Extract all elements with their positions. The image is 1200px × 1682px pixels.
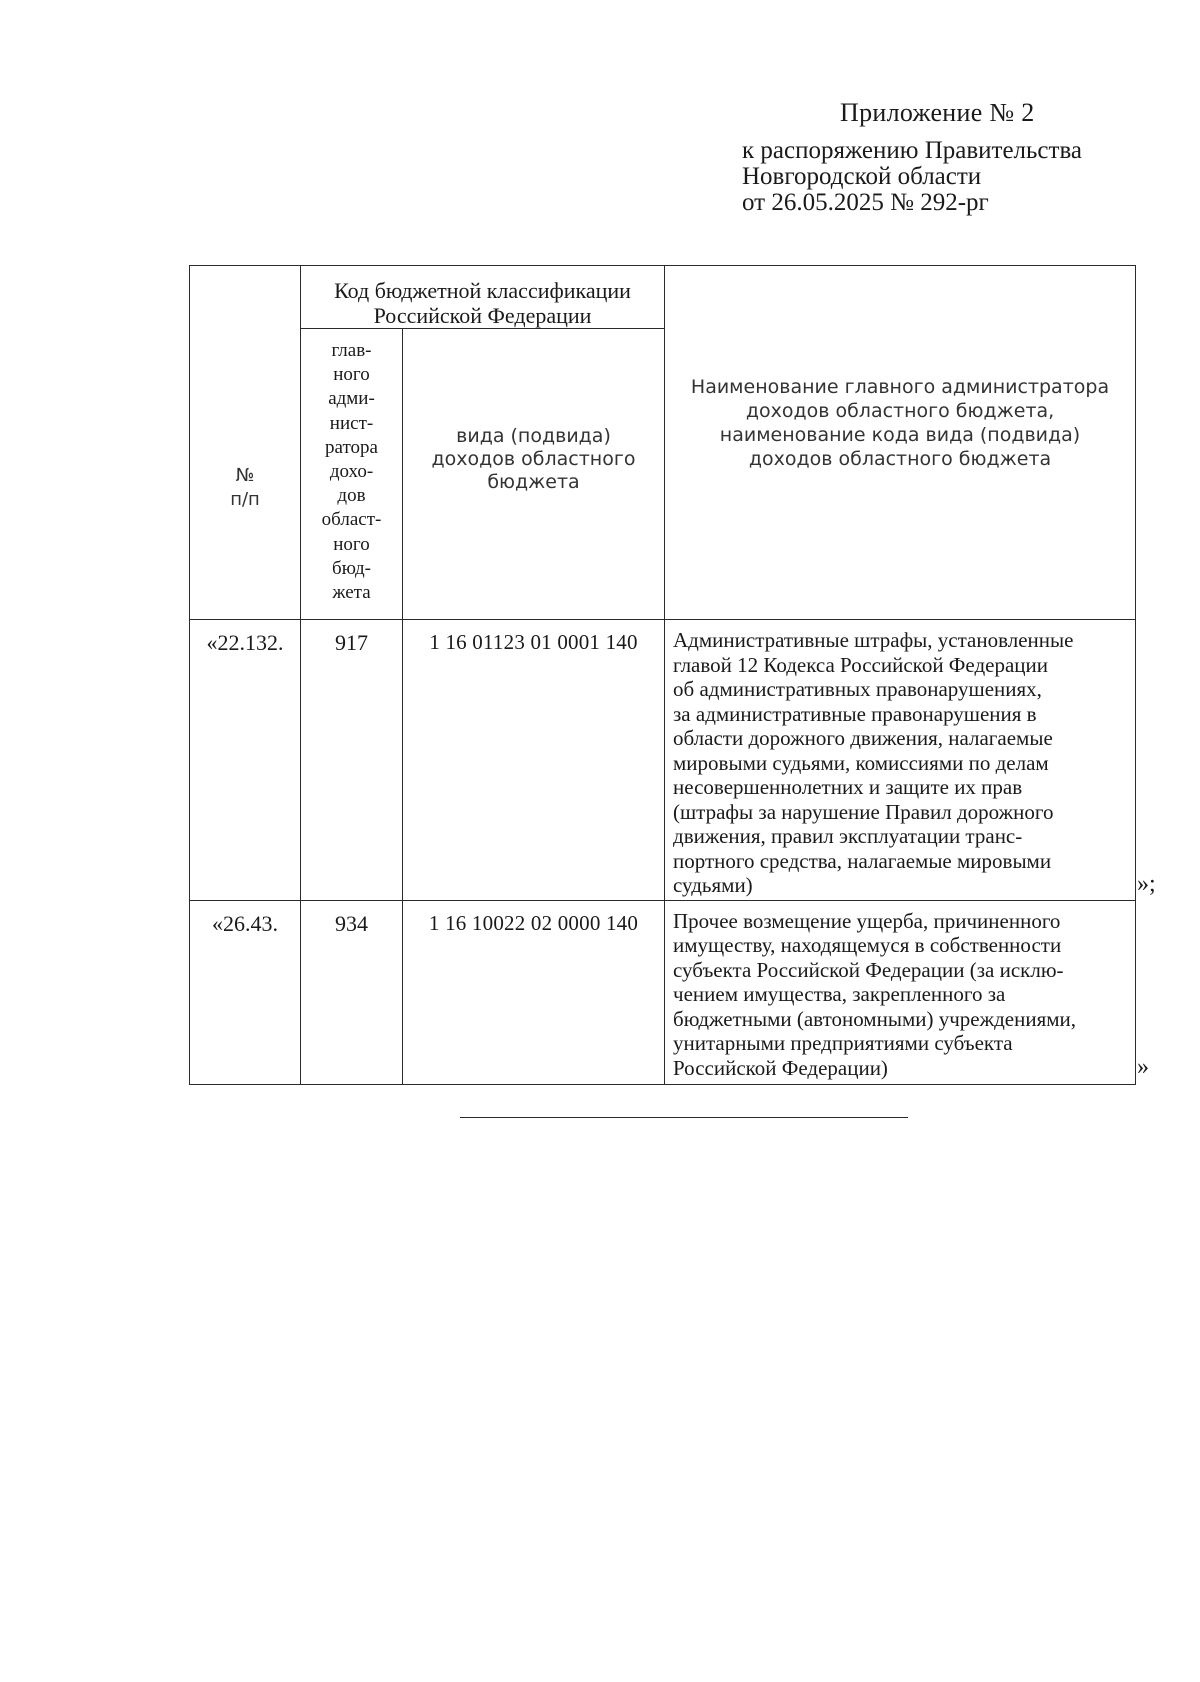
appendix-title: Приложение № 2 xyxy=(840,98,1035,127)
reference-line: Новгородской области xyxy=(742,163,982,190)
closing-quote: » xyxy=(1137,1054,1149,1080)
appendix-reference xyxy=(742,138,1082,216)
reference-line: к распоряжению Правительства xyxy=(742,137,1083,164)
description-line: судьями) xyxy=(673,873,753,897)
header-text-line: ного xyxy=(333,364,370,386)
row-income-code: 1 16 10022 02 0000 140 xyxy=(403,900,665,1084)
closing-quote: »; xyxy=(1137,871,1156,897)
header-number xyxy=(190,266,301,620)
row-number: «26.43. xyxy=(190,900,301,1084)
row-admin-code: 934 xyxy=(301,900,403,1084)
description-line: области дорожного движения, налагаемые xyxy=(673,726,1053,750)
header-text-line: Российской Федерации xyxy=(373,303,592,328)
reference-line: от 26.05.2025 № 292-рг xyxy=(742,189,989,216)
description-line: унитарными предприятиями субъекта xyxy=(673,1031,1013,1055)
description-line: Российской Федерации) xyxy=(673,1055,888,1080)
header-text-line: бюд- xyxy=(332,557,371,579)
header-text-line: жета xyxy=(332,582,371,604)
header-text-line: п/п xyxy=(230,488,260,510)
header-text-line: доходов областного бюджета, xyxy=(745,399,1055,422)
description-line: бюджетными (автономными) учреждениями, xyxy=(673,1006,1077,1031)
header-text-line: № xyxy=(235,464,255,486)
description-line: несовершеннолетних и защите их прав xyxy=(673,775,1023,799)
header-name xyxy=(665,266,1136,620)
header-text-line: бюджета xyxy=(487,470,580,493)
row-admin-code: 917 xyxy=(301,620,403,901)
row-description xyxy=(665,620,1136,901)
header-text-line: доходов областного бюджета xyxy=(748,447,1052,470)
description-line: мировыми судьями, комиссиями по делам xyxy=(673,750,1049,775)
header-text-line: ного xyxy=(333,533,370,555)
description-line: (штрафы за нарушение Правил дорожного xyxy=(673,799,1054,824)
description-line: имуществу, находящемуся в собственности xyxy=(673,933,1062,957)
description-line: Прочее возмещение ущерба, причиненного xyxy=(673,908,1061,933)
description-line: субъекта Российской Федерации (за исклю- xyxy=(673,957,1064,982)
header-text-line: дохо- xyxy=(329,461,374,483)
header-text-line: адми- xyxy=(328,388,375,410)
header-text-line: доходов областного xyxy=(431,447,636,470)
header-budget-code-group xyxy=(301,266,665,329)
row-income-code: 1 16 01123 01 0001 140 xyxy=(403,620,665,901)
description-line: Административные штрафы, установленные xyxy=(673,628,1074,652)
header-income-type-code xyxy=(403,329,665,620)
description-line: об административных правонарушениях, xyxy=(673,677,1042,701)
row-number: «22.132. xyxy=(190,620,301,901)
table-header-row xyxy=(190,266,1136,329)
description-line: за административные правонарушения в xyxy=(673,701,1037,726)
header-text-line: глав- xyxy=(331,340,372,361)
header-text-line: Наименование главного администратора xyxy=(690,375,1110,398)
header-text-line: Код бюджетной классификации xyxy=(334,278,631,303)
header-text-line: област- xyxy=(321,509,382,531)
description-line: чением имущества, закрепленного за xyxy=(673,982,1006,1006)
header-text-line: ратора xyxy=(325,436,378,458)
row-description xyxy=(665,900,1136,1084)
header-text-line: нист- xyxy=(329,412,374,434)
table-row xyxy=(190,620,1136,901)
description-line: движения, правил эксплуатации транс- xyxy=(673,824,1023,848)
description-line: главой 12 Кодекса Российской Федерации xyxy=(673,652,1048,677)
table-row xyxy=(190,900,1136,1084)
header-text-line: вида (подвида) xyxy=(456,424,611,447)
description-line: портного средства, налагаемые мировыми xyxy=(673,848,1052,873)
header-admin-code xyxy=(301,329,403,620)
end-separator-line xyxy=(460,1117,908,1118)
header-text-line: наименование кода вида (подвида) xyxy=(719,423,1081,446)
header-text-line: дов xyxy=(337,485,366,507)
budget-classification-table xyxy=(189,265,1136,1085)
